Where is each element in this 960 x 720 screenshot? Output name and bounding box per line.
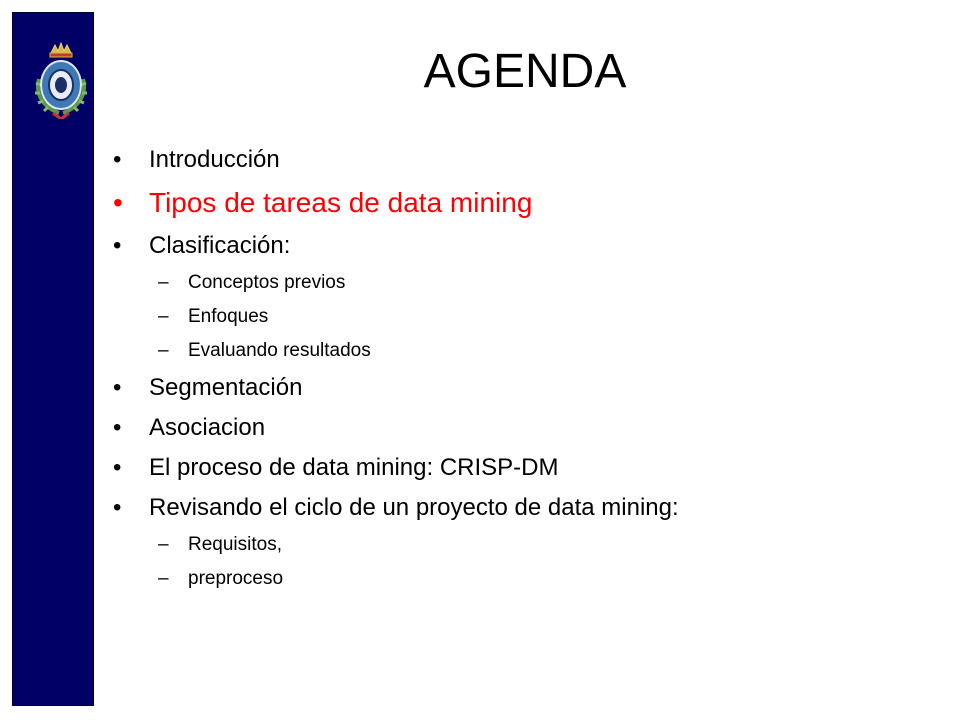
agenda-item-label: Introducción bbox=[149, 146, 280, 173]
agenda-item bbox=[110, 226, 910, 266]
dash-icon: – bbox=[158, 340, 169, 361]
agenda-subitem bbox=[110, 266, 910, 300]
agenda-item-highlighted bbox=[110, 180, 910, 226]
agenda-item-label: Clasificación: bbox=[149, 232, 291, 259]
agenda-item-label: Asociacion bbox=[149, 414, 266, 441]
crest-icon bbox=[29, 39, 93, 119]
agenda-item bbox=[110, 448, 910, 488]
dash-icon: – bbox=[158, 568, 169, 589]
sidebar-band bbox=[12, 12, 94, 706]
bullet-icon: • bbox=[113, 374, 122, 401]
agenda-item bbox=[110, 488, 910, 528]
agenda-subitem-label: Conceptos previos bbox=[188, 272, 346, 293]
agenda-list bbox=[110, 140, 910, 596]
agenda-item-label: Tipos de tareas de data mining bbox=[149, 187, 533, 218]
agenda-subitem bbox=[110, 334, 910, 368]
agenda-item bbox=[110, 408, 910, 448]
agenda-subitem bbox=[110, 562, 910, 596]
slide-title: AGENDA bbox=[423, 45, 627, 98]
agenda-subitem-label: Requisitos, bbox=[188, 534, 282, 555]
agenda-subitem-label: Evaluando resultados bbox=[188, 340, 371, 361]
agenda-subitem-label: preproceso bbox=[188, 568, 284, 589]
agenda-subitem-label: Enfoques bbox=[188, 306, 269, 327]
agenda-item bbox=[110, 368, 910, 408]
bullet-icon: • bbox=[113, 494, 122, 521]
bullet-icon: • bbox=[113, 232, 122, 259]
agenda-item-label: Segmentación bbox=[149, 374, 303, 401]
bullet-icon: • bbox=[113, 187, 123, 218]
dash-icon: – bbox=[158, 306, 169, 327]
agenda-subitem bbox=[110, 300, 910, 334]
agenda-item bbox=[110, 140, 910, 180]
agenda-item-label: Revisando el ciclo de un proyecto de data mining: bbox=[149, 494, 679, 521]
dash-icon: – bbox=[158, 272, 169, 293]
dash-icon: – bbox=[158, 534, 169, 555]
agenda-item-label: El proceso de data mining: CRISP-DM bbox=[149, 454, 559, 481]
agenda-subitem bbox=[110, 528, 910, 562]
bullet-icon: • bbox=[113, 414, 122, 441]
bullet-icon: • bbox=[113, 146, 122, 173]
bullet-icon: • bbox=[113, 454, 122, 481]
